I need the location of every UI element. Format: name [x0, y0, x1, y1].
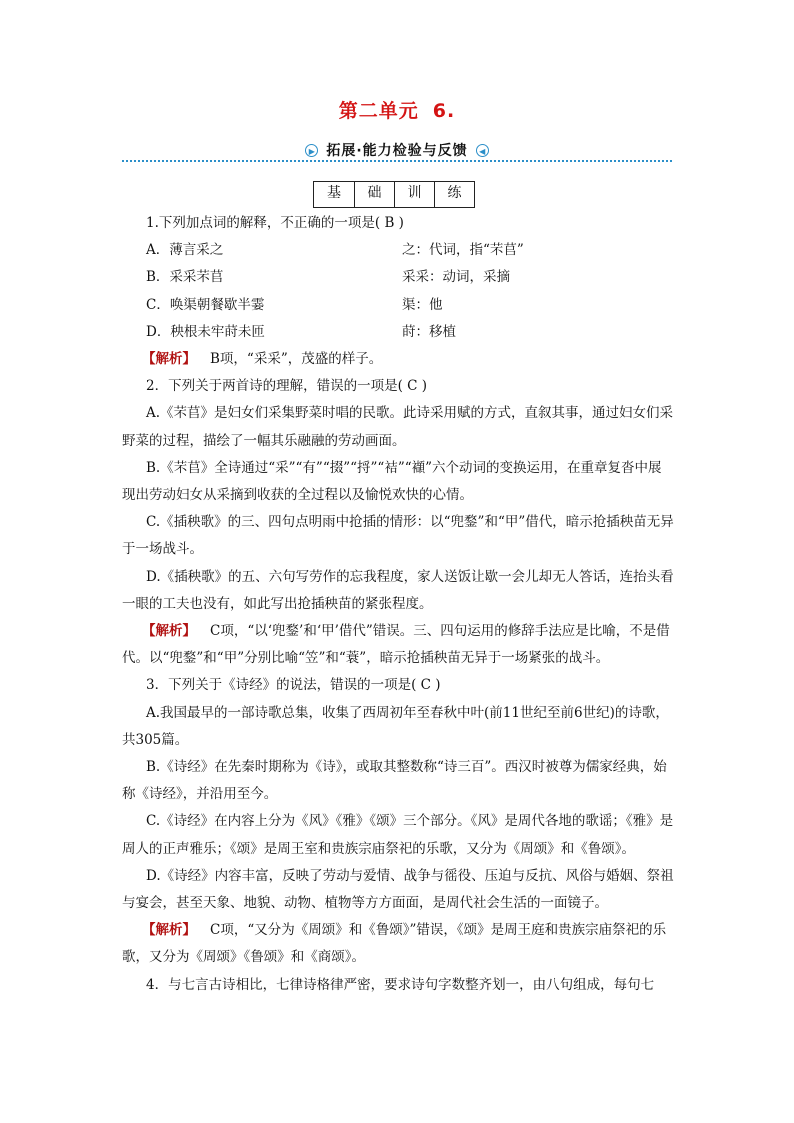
- left-arrow-icon: ◀: [476, 144, 489, 157]
- question-3-option-a: A.我国最早的一部诗歌总集，收集了西周初年至春秋中叶(前11世纪至前6世纪)的诗歌，共305篇。: [122, 704, 669, 748]
- question-1-option: B．采采芣苢 采采：动词，采摘: [146, 269, 510, 286]
- section-char: 练: [434, 182, 474, 207]
- unit-title: [0, 96, 794, 123]
- right-arrow-icon: ▶: [305, 144, 318, 157]
- question-content: [122, 210, 674, 999]
- section-char: 基: [327, 185, 341, 201]
- question-3-option-d: D.《诗经》内容丰富，反映了劳动与爱情、战争与徭役、压迫与反抗、风俗与婚姻、祭祖与宴会，甚至天象、地貌、动物、植物等方方面面，是周代社会生活的一面镜子。: [122, 867, 674, 912]
- question-3-stem: 3．下列关于《诗经》的说法，错误的一项是( C ): [146, 677, 441, 694]
- question-1-option: D．秧根未牢莳未匝 莳：移植: [146, 323, 456, 340]
- question-3-analysis: 【解析】 C项，“又分为《周颂》和《鲁颂》”错误，《颂》是周王庭和贵族宗庙祭祀的乐歌，又分为《周颂》《鲁颂》和《商颂》。: [122, 922, 667, 966]
- section-char: 础: [354, 182, 394, 207]
- question-1-stem: 1.下列加点词的解释，不正确的一项是( B ): [146, 215, 404, 231]
- question-4-stem: 4．与七言古诗相比，七律诗格律严密，要求诗句字数整齐划一，由八句组成，每句七: [146, 976, 655, 993]
- banner-title: 拓展·能力检验与反馈: [326, 143, 468, 159]
- question-2-analysis: 【解析】 C项，“以‘兜鍪’和‘甲’借代”错误。三、四句运用的修辞手法应是比喻，不是借代。以“兜鍪”和“甲”分别比喻“笠”和“蓑”，暗示抢插秧苗无异于一场紧张的战斗。: [122, 623, 670, 667]
- question-3-option-c: C.《诗经》在内容上分为《风》《雅》《颂》三个部分。《风》是周代各地的歌谣；《雅》是周人的正声雅乐；《颂》是周王室和贵族宗庙祭祀的乐歌，又分为《周颂》和《鲁颂》。: [122, 813, 674, 857]
- question-1-option: A．薄言采之 之：代词，指“芣苢”: [146, 242, 524, 259]
- section-char: 训: [394, 182, 434, 207]
- dotted-divider: [122, 160, 672, 162]
- question-1-analysis: 【解析】 B项，“采采”，茂盛的样子。: [142, 351, 383, 368]
- unit-label: 第二单元: [338, 100, 419, 122]
- question-2-option-d: D.《插秧歌》的五、六句写劳作的忘我程度，家人送饭让歇一会儿却无人答话，连抬头看一眼的工夫也没有，如此写出抢插秧苗的紧张程度。: [122, 568, 674, 612]
- question-3-option-b: B.《诗经》在先秦时期称为《诗》，或取其整数称“诗三百”。西汉时被尊为儒家经典，始称《诗经》，并沿用至今。: [122, 759, 667, 803]
- question-2-stem: 2．下列关于两首诗的理解，错误的一项是( C ): [146, 378, 428, 395]
- analysis-tag: 【解析】: [142, 922, 196, 939]
- question-1-option: C．唤渠朝餐歇半霎 渠：他: [146, 296, 443, 313]
- question-2-option-b: B.《芣苢》全诗通过“采”“有”“掇”“捋”“袺”“襭”六个动词的变换运用，在重章复沓中展现出劳动妇女从采摘到收获的全过程以及愉悦欢快的心情。: [122, 459, 662, 504]
- analysis-tag: 【解析】: [142, 351, 196, 368]
- basic-training-box: [313, 181, 475, 208]
- section-banner: [286, 140, 508, 160]
- lesson-number: 6.: [432, 100, 456, 122]
- analysis-tag: 【解析】: [142, 623, 196, 640]
- question-2-option-a: A.《芣苢》是妇女们采集野菜时唱的民歌。此诗采用赋的方式，直叙其事，通过妇女们采野菜的过程，描绘了一幅其乐融融的劳动画面。: [122, 405, 674, 449]
- question-2-option-c: C.《插秧歌》的三、四句点明雨中抢插的情形：以“兜鍪”和“甲”借代，暗示抢插秧苗无异于一场战斗。: [122, 514, 674, 558]
